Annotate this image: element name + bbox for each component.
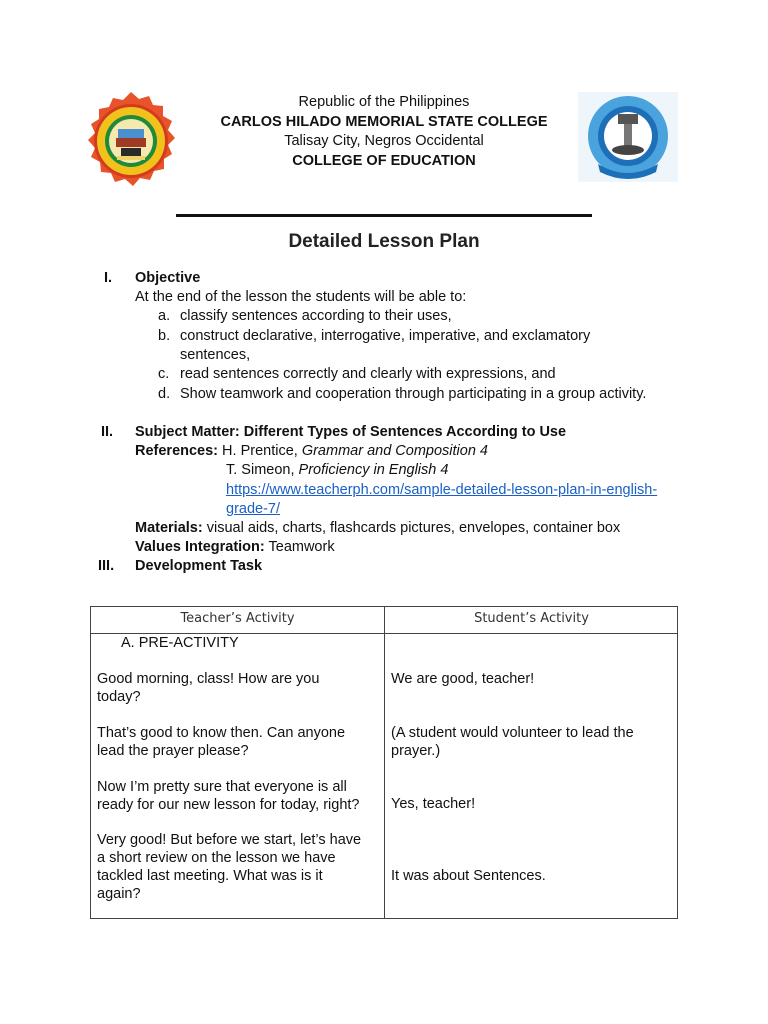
table-row-2-teacher xyxy=(97,724,345,760)
references-line-2 xyxy=(226,461,448,480)
section-numeral-3: III. xyxy=(98,558,115,574)
country-line: Republic of the Philippines xyxy=(298,94,470,110)
teacher-line: Very good! But before we start, let’s have xyxy=(97,832,362,848)
table-column-divider xyxy=(384,607,385,918)
reference-2-author: T. Simeon, xyxy=(226,462,299,478)
student-line: It was about Sentences. xyxy=(391,868,546,884)
address-line: Talisay City, Negros Occidental xyxy=(284,133,484,149)
objective-letter-a: a. xyxy=(158,308,171,324)
references-line-1 xyxy=(135,442,488,461)
teacher-activity-header: Teacher’s Activity xyxy=(180,611,295,626)
document-title: Detailed Lesson Plan xyxy=(288,231,480,252)
teacher-line: That’s good to know then. Can anyone xyxy=(97,725,346,741)
table-row-4-student xyxy=(391,867,546,885)
reference-link[interactable]: https://www.teacherph.com/sample-detailed-lesson-plan-in-english- xyxy=(226,482,658,498)
college-seal-logo xyxy=(78,92,184,190)
table-row-4-teacher xyxy=(97,831,361,903)
student-line: We are good, teacher! xyxy=(391,671,535,687)
letterhead xyxy=(190,93,578,171)
table-row-1-student xyxy=(391,670,534,688)
table-row-1-teacher xyxy=(97,670,319,706)
pre-activity-label: A. PRE-ACTIVITY xyxy=(121,635,239,651)
objective-letter-b: b. xyxy=(158,328,171,344)
materials-line xyxy=(135,519,620,538)
reference-1-author: H. Prentice, xyxy=(222,443,302,459)
teacher-line: again? xyxy=(97,886,141,902)
materials-label: Materials: xyxy=(135,520,203,536)
student-line: Yes, teacher! xyxy=(391,796,476,812)
section-numeral-2: II. xyxy=(101,424,114,440)
objective-item-b-cont: sentences, xyxy=(180,347,251,363)
objective-intro: At the end of the lesson the students will be able to: xyxy=(135,289,467,305)
college-of-education-logo xyxy=(578,92,678,182)
student-activity-header: Student’s Activity xyxy=(474,611,589,626)
table-row-3-student xyxy=(391,795,475,813)
values-line xyxy=(135,538,335,557)
development-task-heading: Development Task xyxy=(135,558,263,574)
teacher-line: today? xyxy=(97,689,141,705)
teacher-line: Now I’m pretty sure that everyone is all xyxy=(97,779,347,795)
objective-letter-d: d. xyxy=(158,386,171,402)
values-value: Teamwork xyxy=(264,539,335,555)
objective-item-b: construct declarative, interrogative, imperative, and exclamatory xyxy=(180,328,591,344)
header-divider xyxy=(176,214,592,217)
teacher-line: a short review on the lesson we have xyxy=(97,850,336,866)
table-row-2-student xyxy=(391,724,634,760)
activity-table xyxy=(90,606,678,919)
reference-1-title: Grammar and Composition 4 xyxy=(301,443,488,459)
student-line: (A student would volunteer to lead the xyxy=(391,725,634,741)
table-row-3-teacher xyxy=(97,778,359,814)
materials-value: visual aids, charts, flashcards pictures, envelopes, container box xyxy=(202,520,621,536)
reference-2-title: Proficiency in English 4 xyxy=(298,462,449,478)
objective-heading: Objective xyxy=(135,270,201,286)
objective-item-c: read sentences correctly and clearly with expressions, and xyxy=(180,366,556,382)
subject-matter-heading: Subject Matter: Different Types of Sentences According to Use xyxy=(135,424,567,440)
objective-letter-c: c. xyxy=(158,366,170,382)
teacher-line: ready for our new lesson for today, right? xyxy=(97,797,360,813)
objective-item-a: classify sentences according to their uses, xyxy=(180,308,452,324)
reference-link-cont[interactable]: grade-7/ xyxy=(226,501,281,517)
references-label: References: xyxy=(135,443,219,459)
teacher-line: tackled last meeting. What was is it xyxy=(97,868,323,884)
college-name: CARLOS HILADO MEMORIAL STATE COLLEGE xyxy=(220,113,548,130)
student-line: prayer.) xyxy=(391,743,441,759)
department-name: COLLEGE OF EDUCATION xyxy=(292,152,476,169)
teacher-line: Good morning, class! How are you xyxy=(97,671,320,687)
section-numeral-1: I. xyxy=(104,270,113,286)
objective-item-d: Show teamwork and cooperation through participating in a group activity. xyxy=(180,386,647,402)
teacher-line: lead the prayer please? xyxy=(97,743,249,759)
values-label: Values Integration: xyxy=(135,539,265,555)
